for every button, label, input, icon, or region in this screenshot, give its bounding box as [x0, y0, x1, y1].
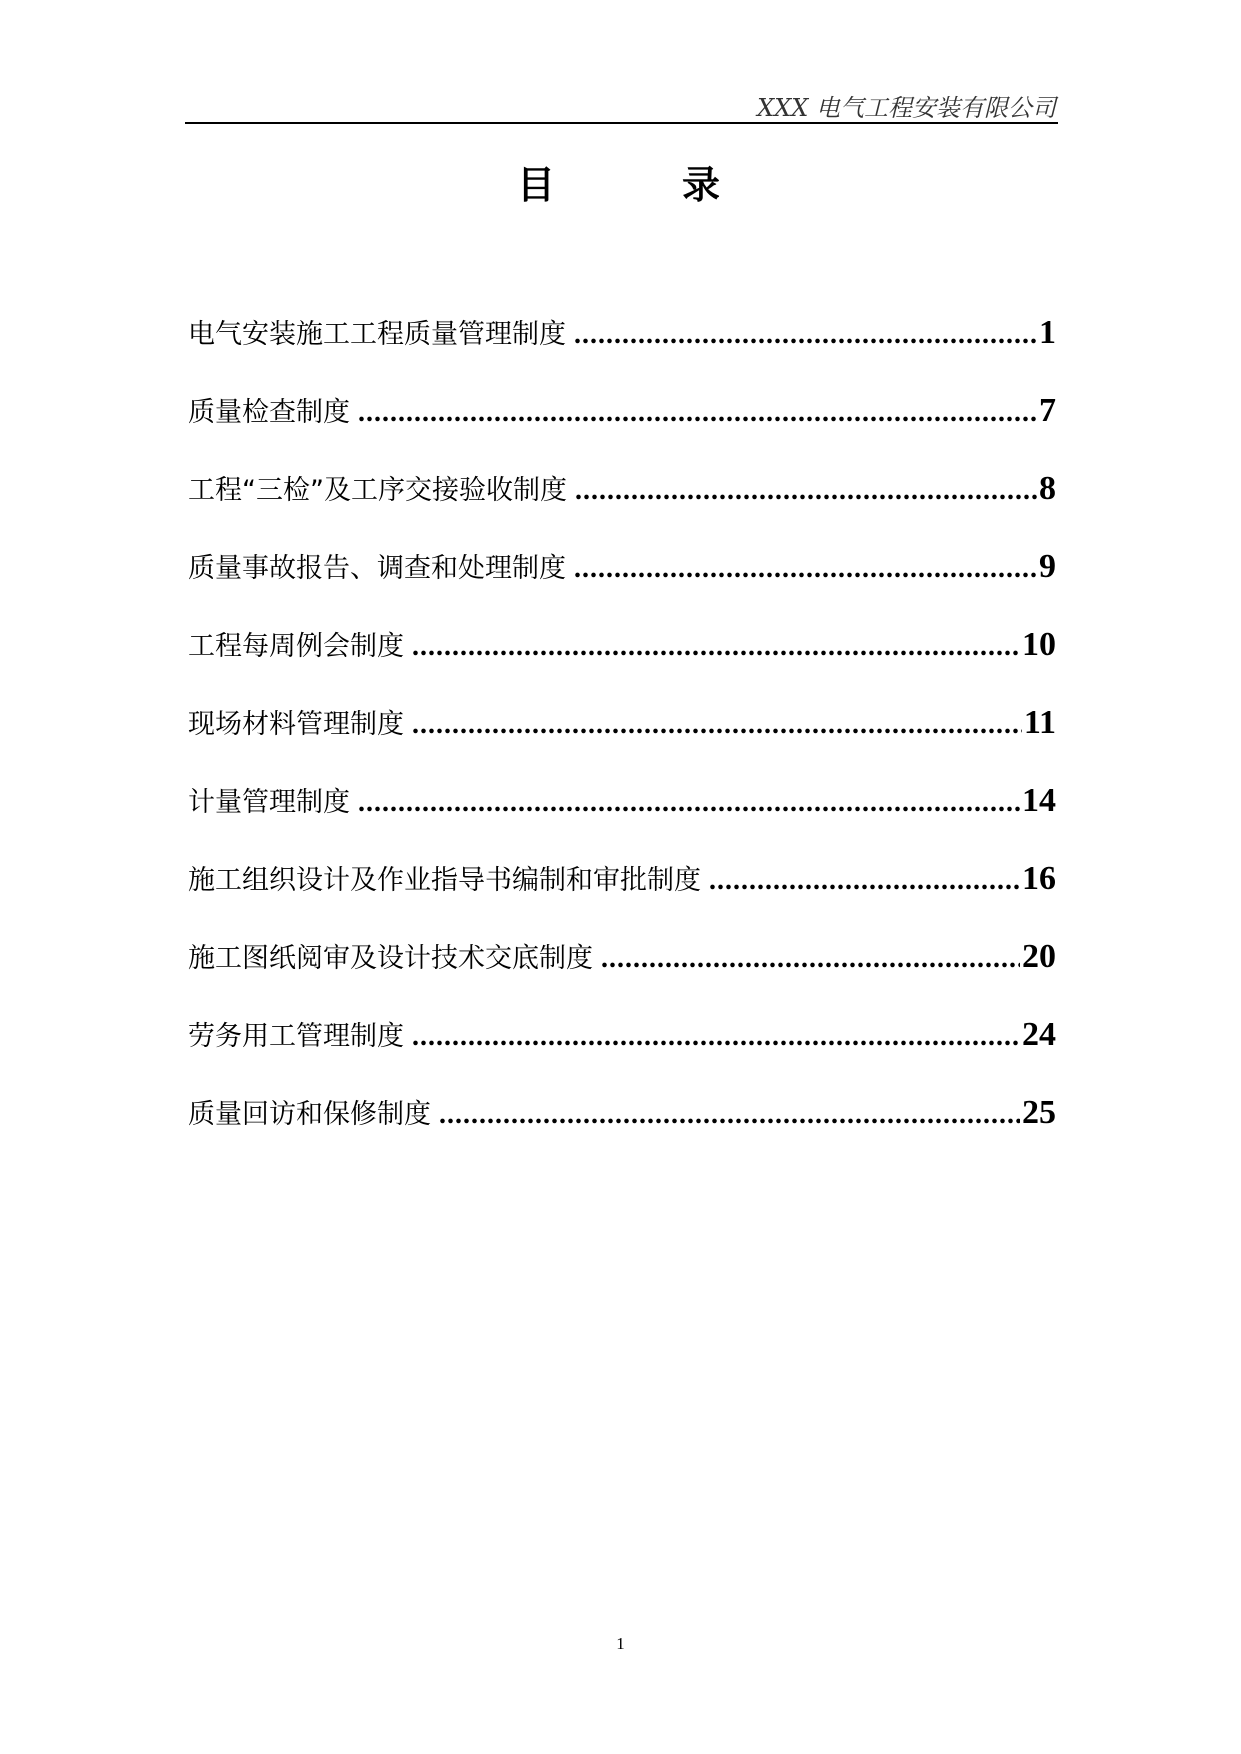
toc-dot-leader [574, 553, 1037, 585]
toc-entry-title: 质量事故报告、调查和处理制度 [188, 553, 566, 584]
page-title [0, 160, 1241, 210]
toc-entry[interactable] [188, 702, 1056, 780]
toc-entry-page: 14 [1022, 782, 1056, 819]
toc-entry-page: 1 [1039, 314, 1056, 351]
toc-dot-leader [709, 865, 1020, 897]
toc-entry-title: 劳务用工管理制度 [188, 1021, 404, 1052]
toc-dot-leader [412, 631, 1020, 663]
toc-dot-leader [412, 709, 1022, 741]
toc-dot-leader [358, 787, 1020, 819]
toc-entry[interactable] [188, 312, 1056, 390]
toc-entry-page: 16 [1022, 860, 1056, 897]
toc-entry[interactable] [188, 858, 1056, 936]
toc-entry[interactable] [188, 1014, 1056, 1092]
toc-entry[interactable] [188, 936, 1056, 1014]
title-char-2: 录 [682, 162, 721, 207]
toc-entry-page: 9 [1039, 548, 1056, 585]
toc-dot-leader [575, 475, 1037, 507]
toc-dot-leader [358, 397, 1037, 429]
toc-entry-title: 现场材料管理制度 [188, 709, 404, 740]
toc-entry-page: 10 [1022, 626, 1056, 663]
toc-entry-page: 25 [1022, 1094, 1056, 1131]
page-number: 1 [616, 1634, 625, 1653]
toc-entry[interactable] [188, 546, 1056, 624]
toc-entry[interactable] [188, 390, 1056, 468]
toc-entry-title: 工程“三检”及工序交接验收制度 [188, 475, 567, 506]
toc-entry-page: 7 [1039, 392, 1056, 429]
toc-entry[interactable] [188, 1092, 1056, 1170]
toc-entry-page: 24 [1022, 1016, 1056, 1053]
table-of-contents [188, 312, 1056, 1170]
toc-entry-page: 11 [1023, 704, 1056, 741]
toc-entry[interactable] [188, 624, 1056, 702]
page-header [185, 86, 1058, 124]
toc-entry-title: 质量检查制度 [188, 397, 350, 428]
toc-entry-title: 电气安装施工工程质量管理制度 [188, 319, 566, 350]
toc-entry-title: 计量管理制度 [188, 787, 350, 818]
toc-entry[interactable] [188, 468, 1056, 546]
toc-entry-page: 8 [1039, 470, 1056, 507]
company-name: XXX 电气工程安装有限公司 [757, 94, 1056, 122]
toc-entry-title: 工程每周例会制度 [188, 631, 404, 662]
toc-dot-leader [412, 1021, 1020, 1053]
toc-dot-leader [601, 943, 1020, 975]
toc-entry-title: 施工图纸阅审及设计技术交底制度 [188, 943, 593, 974]
toc-entry[interactable] [188, 780, 1056, 858]
toc-entry-title: 施工组织设计及作业指导书编制和审批制度 [188, 865, 701, 896]
toc-dot-leader [439, 1099, 1020, 1131]
toc-dot-leader [574, 319, 1037, 351]
toc-entry-page: 20 [1022, 938, 1056, 975]
title-char-1: 目 [517, 162, 556, 207]
toc-entry-title: 质量回访和保修制度 [188, 1099, 431, 1130]
